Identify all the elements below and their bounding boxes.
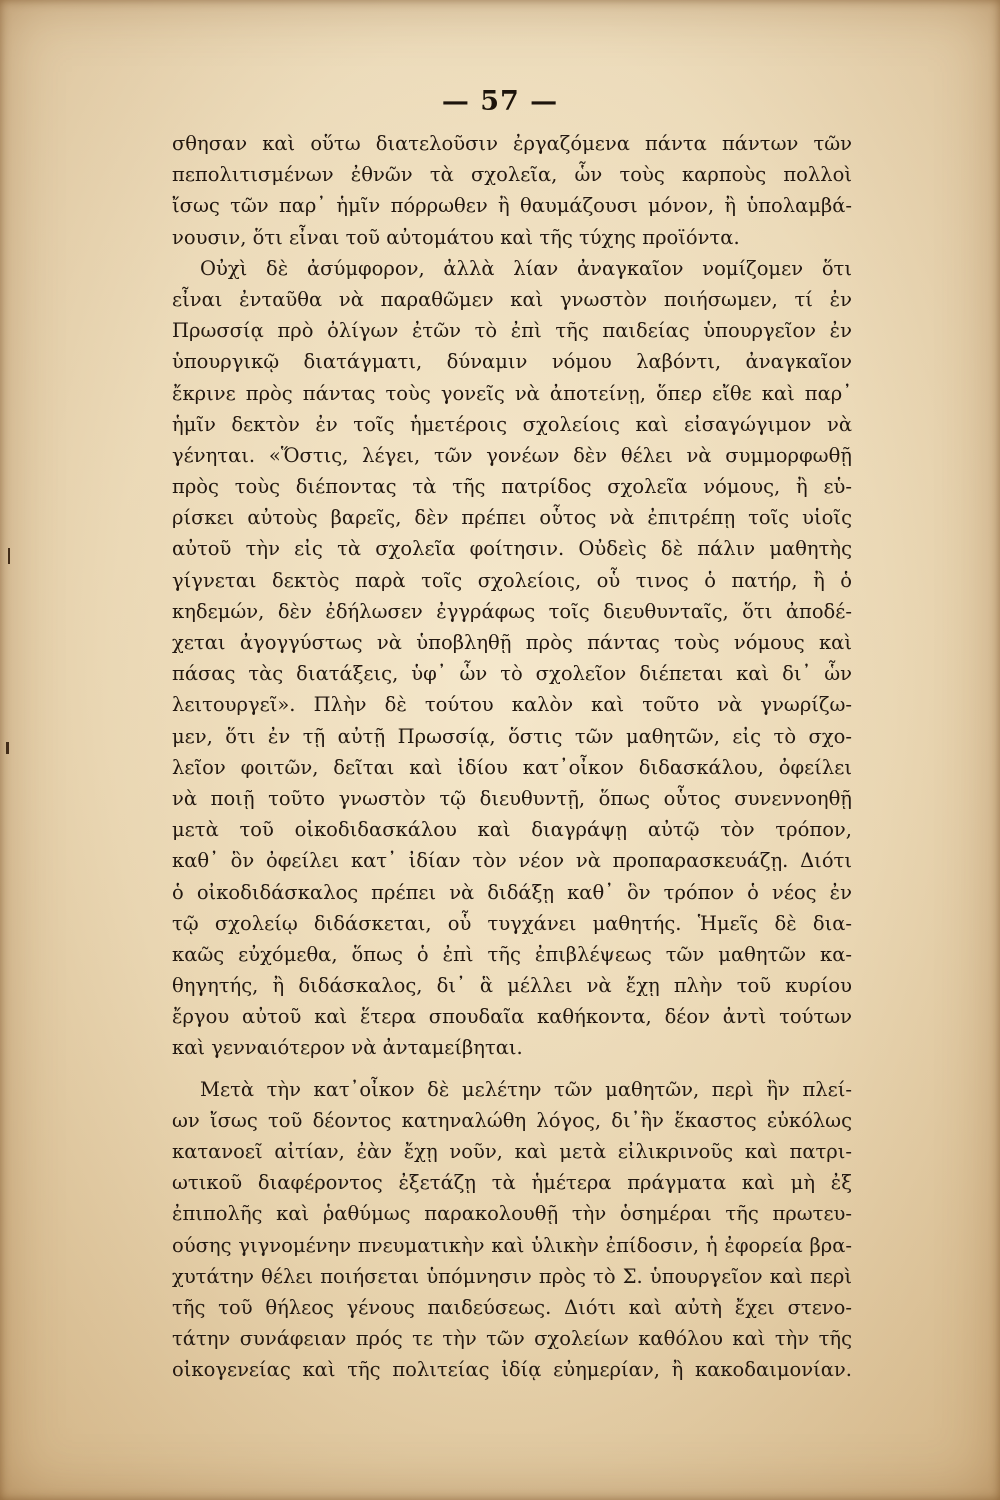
text-line: Οὐχὶ δὲ ἀσύμφορον, ἀλλὰ λίαν ἀναγκαῖον νομίζομεν ὅτι [200, 256, 852, 280]
text-line: ρίσκει αὐτοὺς βαρεῖς, δὲν πρέπει οὗτος νὰ ἐπιτρέπῃ τοῖς υἱοῖς [172, 506, 852, 530]
text-line: κατανοεῖ αἰτίαν, ἐὰν ἔχῃ νοῦν, καὶ μετὰ εἰλικρινοῦς καὶ πατρι- [172, 1140, 852, 1163]
text-line: νουσιν, ὅτι εἶναι τοῦ αὐτομάτου καὶ τῆς τύχης προϊόντα. [172, 225, 740, 249]
text-line: λεῖον φοιτῶν, δεῖται καὶ ἰδίου κατ᾽οἶκον διδασκάλου, ὀφείλει [172, 755, 852, 779]
text-line: γένηται. «Ὅστις, λέγει, τῶν γονέων δὲν θέλει νὰ συμμορφωθῇ [172, 443, 852, 467]
text-line: ἡμῖν δεκτὸν ἐν τοῖς ἡμετέροις σχολείοις καὶ εἰσαγώγιμον νὰ [172, 412, 852, 436]
paragraph [172, 128, 852, 253]
text-line: ὁ οἰκοδιδάσκαλος πρέπει νὰ διδάξῃ καθ᾽ ὃν τρόπον ὁ νέος ἐν [172, 880, 852, 904]
text-line: γίγνεται δεκτὸς παρὰ τοῖς σχολείοις, οὗ τινος ὁ πατήρ, ἢ ὁ [172, 568, 852, 592]
text-line: κηδεμών, δὲν ἐδήλωσεν ἐγγράφως τοῖς διευθυνταῖς, ὅτι ἀποδέ- [172, 599, 852, 623]
text-line: λειτουργεῖ». Πλὴν δὲ τούτου καλὸν καὶ τοῦτο νὰ γνωρίζω- [172, 693, 852, 717]
paragraph [172, 1074, 852, 1386]
text-line: ων ἴσως τοῦ δέοντος κατηναλώθη λόγος, δι᾽ἣν ἕκαστος εὐκόλως [172, 1108, 852, 1132]
text-line: θηγητής, ἢ διδάσκαλος, δι᾽ ἃ μέλλει νὰ ἔχῃ πλὴν τοῦ κυρίου [172, 974, 852, 998]
text-line: Μετὰ τὴν κατ᾽οἶκον δὲ μελέτην τῶν μαθητῶν, περὶ ἣν πλεί- [200, 1077, 852, 1101]
text-line: πάσας τὰς διατάξεις, ὑφ᾽ ὧν τὸ σχολεῖον διέπεται καὶ δι᾽ ὧν [172, 662, 852, 686]
text-line: νὰ ποιῇ τοῦτο γνωστὸν τῷ διευθυντῇ, ὅπως οὗτος συνεννοηθῇ [172, 786, 852, 810]
text-line: Πρωσσίᾳ πρὸ ὀλίγων ἐτῶν τὸ ἐπὶ τῆς παιδείας ὑπουργεῖον ἐν [172, 319, 852, 343]
text-line: πεπολιτισμένων ἐθνῶν τὰ σχολεῖα, ὧν τοὺς καρποὺς πολλοὶ [172, 163, 852, 187]
text-line: ωτικοῦ διαφέροντος ἐξετάζῃ τὰ ἡμέτερα πράγματα καὶ μὴ ἐξ [172, 1171, 852, 1195]
text-line: καθ᾽ ὃν ὀφείλει κατ᾽ ἰδίαν τὸν νέον νὰ προπαρασκευάζῃ. Διότι [172, 849, 852, 873]
text-line: οἰκογενείας καὶ τῆς πολιτείας ἰδίᾳ εὐημερίαν, ἢ κακοδαιμονίαν. [172, 1358, 852, 1382]
text-line: σθησαν καὶ οὕτω διατελοῦσιν ἐργαζόμενα πάντα πάντων τῶν [172, 132, 852, 155]
text-line: ἔκρινε πρὸς πάντας τοὺς γονεῖς νὰ ἀποτείνῃ, ὅπερ εἴθε καὶ παρ᾽ [172, 381, 852, 405]
text-line: καῶς εὐχόμεθα, ὅπως ὁ ἐπὶ τῆς ἐπιβλέψεως τῶν μαθητῶν κα- [172, 942, 852, 966]
text-line: αὐτοῦ τὴν εἰς τὰ σχολεῖα φοίτησιν. Οὐδεὶς δὲ πάλιν μαθητὴς [172, 537, 852, 561]
text-line: μετὰ τοῦ οἰκοδιδασκάλου καὶ διαγράψῃ αὐτῷ τὸν τρόπον, [172, 818, 852, 842]
text-line: εἶναι ἐνταῦθα νὰ παραθῶμεν καὶ γνωστὸν ποιήσωμεν, τί ἐν [172, 287, 852, 311]
text-line: πρὸς τοὺς διέποντας τὰ τῆς πατρίδος σχολεῖα νόμους, ἢ εὑ- [172, 475, 852, 499]
text-line: χεται ἀγογγύστως νὰ ὑποβληθῇ πρὸς πάντας τοὺς νόμους καὶ [172, 631, 852, 654]
text-line: μεν, ὅτι ἐν τῇ αὐτῇ Πρωσσίᾳ, ὅστις τῶν μαθητῶν, εἰς τὸ σχο- [172, 724, 852, 748]
paragraph [172, 253, 852, 1064]
text-line: ὑπουργικῷ διατάγματι, δύναμιν νόμου λαβόντι, ἀναγκαῖον [172, 350, 852, 374]
body-text [172, 128, 852, 1386]
text-line: καὶ γενναιότερον νὰ ἀνταμείβηται. [172, 1036, 523, 1060]
text-line: ἐπιπολῆς καὶ ῥαθύμως παρακολουθῇ τὴν ὁσημέραι τῆς πρωτευ- [172, 1202, 852, 1226]
page-number: — 57 — [441, 86, 559, 117]
text-line: χυτάτην θέλει ποιήσεται ὑπόμνησιν πρὸς τὸ Σ. ὑπουργεῖον καὶ περὶ [172, 1264, 852, 1288]
text-line: τῷ σχολείῳ διδάσκεται, οὗ τυγχάνει μαθητής. Ἡμεῖς δὲ δια- [172, 911, 852, 935]
text-line: ἴσως τῶν παρ᾽ ἡμῖν πόρρωθεν ἢ θαυμάζουσι μόνον, ἢ ὑπολαμβά- [172, 194, 852, 218]
text-line: ούσης γιγνομένην πνευματικὴν καὶ ὑλικὴν ἐπίδοσιν, ἡ ἐφορεία βρα- [172, 1233, 852, 1257]
margin-mark [8, 548, 10, 564]
margin-mark [6, 742, 9, 754]
text-line: ἔργου αὐτοῦ καὶ ἕτερα σπουδαῖα καθήκοντα, δέον ἀντὶ τούτων [172, 1005, 852, 1029]
text-line: τῆς τοῦ θήλεος γένους παιδεύσεως. Διότι καὶ αὐτὴ ἔχει στενο- [172, 1295, 852, 1319]
text-line: τάτην συνάφειαν πρός τε τὴν τῶν σχολείων καθόλου καὶ τὴν τῆς [172, 1327, 852, 1351]
